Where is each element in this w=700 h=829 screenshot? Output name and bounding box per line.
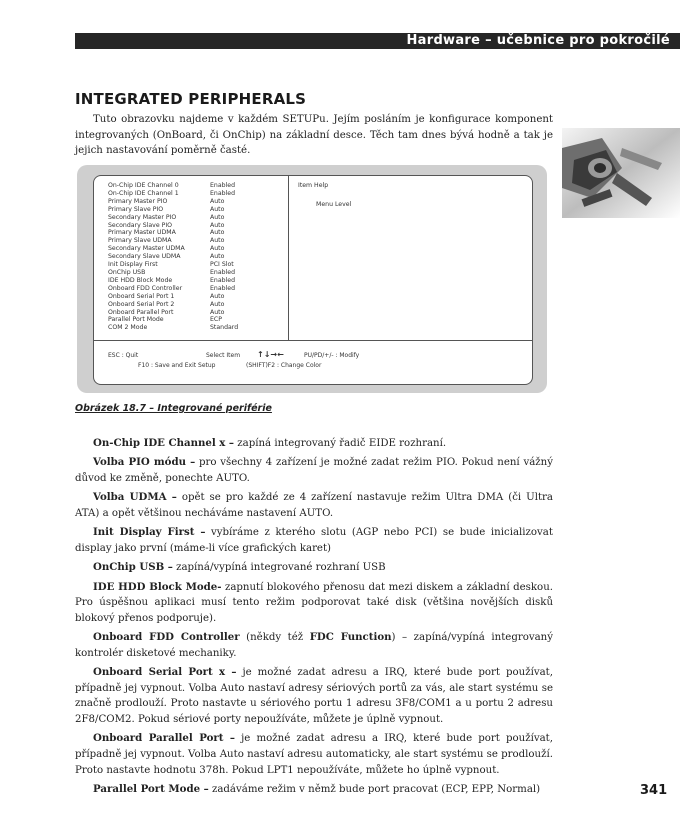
bios-setting-label: OnChip USB: [108, 268, 146, 276]
bios-setting-value: Enabled: [210, 276, 236, 284]
term: Onboard FDD Controller: [93, 631, 240, 644]
bios-help-panel: [288, 176, 532, 341]
bios-setting-label: Secondary Master PIO: [108, 213, 177, 221]
bios-setting-row: [108, 277, 288, 285]
item-help-label: Item Help: [298, 182, 329, 189]
bios-setting-row: [108, 214, 288, 222]
bios-setting-label: Onboard Serial Port 1: [108, 292, 175, 300]
bios-setting-row: [108, 229, 288, 237]
bios-setting-label: Secondary Slave UDMA: [108, 253, 181, 261]
bios-setting-value: Auto: [210, 253, 225, 261]
body-paragraph: [75, 782, 553, 798]
term: OnChip USB –: [93, 561, 173, 574]
bios-window: [93, 175, 533, 385]
bios-setting-row: [108, 293, 288, 301]
body-text: [75, 436, 553, 801]
bios-settings-panel: [94, 176, 289, 341]
bios-setting-value: Auto: [210, 292, 225, 300]
bios-setting-row: [108, 324, 288, 332]
bios-setting-value: Auto: [210, 245, 225, 253]
bios-setting-value: Auto: [210, 197, 225, 205]
term-description: zapíná/vypíná integrované rozhraní USB: [172, 562, 386, 574]
bios-setting-value: Auto: [210, 237, 225, 245]
bios-setting-label: Onboard Parallel Port: [108, 308, 174, 316]
section-title: INTEGRATED PERIPHERALS: [75, 90, 307, 108]
bios-setting-label: Primary Slave PIO: [108, 205, 164, 213]
bios-setting-label: Onboard Serial Port 2: [108, 300, 175, 308]
bios-setting-value: Standard: [210, 324, 239, 332]
term-description: zadáváme režim v němž bude port pracovat (ECP, EPP, Normal): [208, 784, 541, 796]
body-paragraph: [75, 436, 553, 452]
body-paragraph: [75, 665, 553, 727]
modify-hint: PU/PD/+/- : Modify: [304, 352, 360, 359]
bios-setting-row: [108, 206, 288, 214]
term: Volba PIO módu –: [93, 456, 196, 469]
bios-setting-label: Secondary Master UDMA: [108, 245, 185, 253]
term-description: je možné zadat adresu a IRQ, které bude port používat, případně jej vypnout. Volba Auto nastaví adresu automaticky, ale start systému se prodlouží. Proto nastavte hodnotu 378h. Pokud LPT1 nepoužíváte, můžete ho úplně vypnout.: [75, 733, 553, 776]
bios-setting-row: [108, 253, 288, 261]
esc-hint: ESC : Quit: [108, 352, 139, 359]
term-description: vybíráme z kterého slotu (AGP nebo PCI) se bude inicializovat display jako první (máme-li více grafických karet): [75, 527, 553, 554]
term: Init Display First –: [93, 526, 206, 539]
bios-setting-label: On-Chip IDE Channel 0: [108, 182, 179, 189]
bios-setting-label: Secondary Slave PIO: [108, 221, 173, 229]
bios-setting-value: Enabled: [210, 189, 236, 197]
bios-setting-value: Auto: [210, 213, 225, 221]
term-text: (někdy též: [239, 632, 310, 644]
hardware-photo: [562, 128, 680, 218]
term: Volba UDMA –: [93, 491, 177, 504]
term: On-Chip IDE Channel x –: [93, 437, 235, 449]
running-header-title: Hardware – učebnice pro pokročilé: [406, 33, 670, 48]
page-number: 341: [640, 783, 668, 798]
bios-setting-row: [108, 190, 288, 198]
bios-setting-value: Auto: [210, 221, 225, 229]
select-hint: Select Item: [206, 352, 241, 359]
term-description: je možné zadat adresu a IRQ, které bude port používat, případně jej vypnout. Volba Auto nastaví adresy sériových portů za vás, ale start systému se značně prodlouží. Proto nastavte u sériového portu 1 adresu 3F8/COM1 a u portu 2 adresu 2F8/COM2. Pokud sériové porty nepoužíváte, můžete je úplně vypnout.: [75, 667, 553, 726]
bios-setting-row: [108, 222, 288, 230]
bios-setting-label: Primary Slave UDMA: [108, 237, 172, 245]
term: Onboard Serial Port x –: [93, 666, 237, 679]
body-paragraph: [75, 525, 553, 556]
term-description: zapíná integrovaný řadič EIDE rozhraní.: [234, 438, 447, 449]
menu-level-label: Menu Level: [316, 201, 352, 208]
term-description: zapnutí blokového přenosu dat mezi diskem a základní deskou. Pro úspěšnou aplikaci musí tento režim podporovat také disk (většina novějších disků blokový přenos podporuje).: [75, 581, 553, 624]
bios-screenshot: [77, 165, 547, 393]
body-paragraph: [75, 455, 553, 486]
bios-setting-label: Primary Master PIO: [108, 197, 168, 205]
save-exit-hint: F10 : Save and Exit Setup: [138, 362, 216, 369]
bios-settings-list: [108, 182, 288, 332]
bios-setting-row: [108, 182, 288, 190]
term: Parallel Port Mode –: [93, 783, 209, 796]
bios-setting-row: [108, 261, 288, 269]
bios-setting-row: [108, 237, 288, 245]
body-paragraph: [75, 630, 553, 661]
bios-setting-label: Onboard FDD Controller: [108, 284, 183, 292]
bios-setting-row: [108, 245, 288, 253]
term-alias: FDC Function: [309, 631, 392, 644]
bios-setting-row: [108, 301, 288, 309]
body-paragraph: [75, 490, 553, 521]
figure-caption: Obrázek 18.7 – Integrované periférie: [75, 403, 272, 414]
bios-setting-row: [108, 316, 288, 324]
bios-setting-value: Auto: [210, 300, 225, 308]
bios-setting-label: COM 2 Mode: [108, 324, 148, 332]
term-description: pro všechny 4 zařízení je možné zadat režim PIO. Pokud není vážný důvod ke změně, ponechte AUTO.: [75, 457, 553, 484]
bios-setting-value: Auto: [210, 205, 225, 213]
bios-setting-value: Enabled: [210, 284, 236, 292]
arrow-keys-icon: ↑↓→←: [257, 350, 284, 359]
body-paragraph: [75, 560, 553, 576]
bios-setting-value: Enabled: [210, 182, 236, 189]
body-paragraph: [75, 731, 553, 778]
bios-setting-label: Primary Master UDMA: [108, 229, 176, 237]
bios-setting-row: [108, 309, 288, 317]
bios-setting-value: Auto: [210, 229, 225, 237]
bios-setting-value: Enabled: [210, 268, 236, 276]
term: IDE HDD Block Mode-: [93, 580, 222, 593]
term-description: ) – zapíná/vypíná integrovaný kontrolér disketové mechaniky.: [75, 632, 553, 659]
body-paragraph: [75, 580, 553, 627]
bios-setting-row: [108, 269, 288, 277]
term-description: opět se pro každé ze 4 zařízení nastavuje režim Ultra DMA (či Ultra ATA) a opět většinou necháváme nastavení AUTO.: [75, 492, 553, 519]
intro-text: Tuto obrazovku najdeme v každém SETUPu. Jejím posláním je konfigurace komponent integrovaných (OnBoard, či OnChip) na základní desce. Těch tam dnes bývá hodně a tak je jejich nastavování poměrně časté.: [75, 114, 553, 156]
bios-setting-value: ECP: [210, 316, 222, 324]
bios-footer: [94, 342, 532, 384]
term: Onboard Parallel Port –: [93, 732, 236, 745]
bios-setting-value: PCI Slot: [210, 261, 234, 269]
bios-setting-label: On-Chip IDE Channel 1: [108, 189, 179, 197]
intro-paragraph: [75, 112, 553, 159]
bios-setting-value: Auto: [210, 308, 225, 316]
bios-setting-row: [108, 285, 288, 293]
bios-setting-label: Parallel Port Mode: [108, 316, 164, 324]
change-color-hint: (SHIFT)F2 : Change Color: [246, 362, 322, 369]
bios-setting-row: [108, 198, 288, 206]
bios-setting-label: Init Display First: [108, 261, 158, 269]
running-header: [75, 33, 680, 49]
bios-setting-label: IDE HDD Block Mode: [108, 276, 173, 284]
